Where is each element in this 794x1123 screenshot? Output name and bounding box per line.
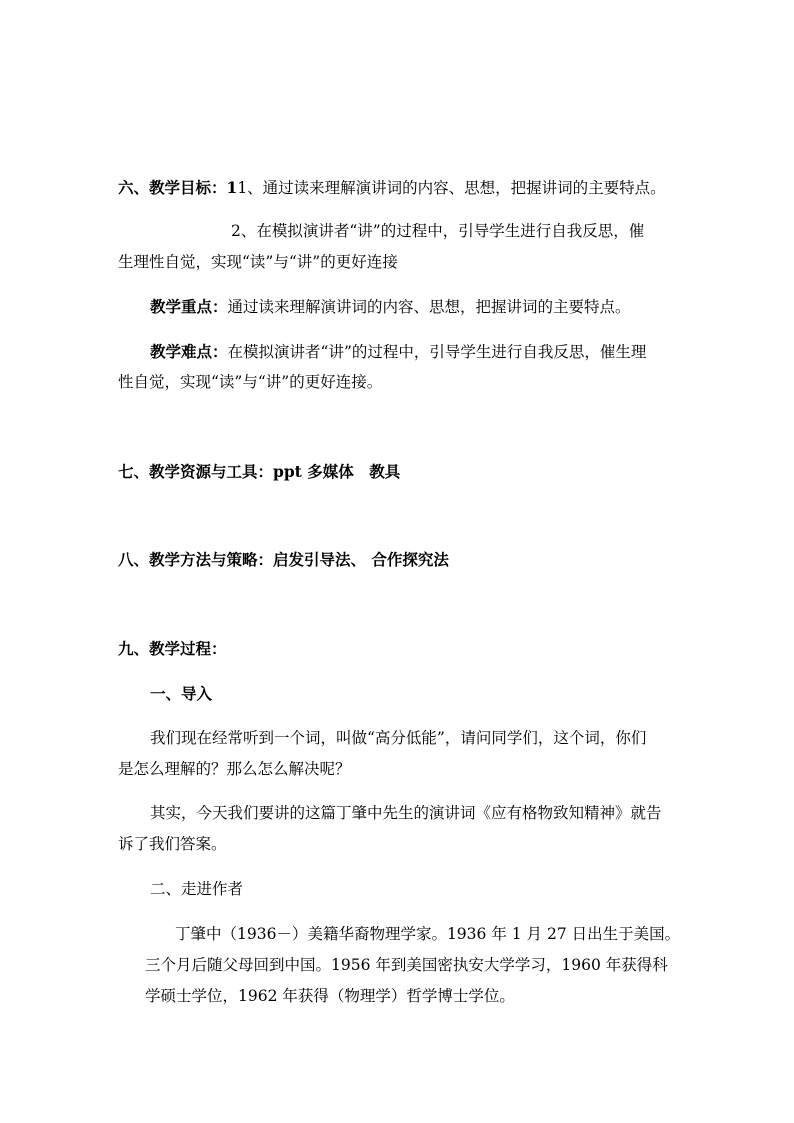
author-line-1: 丁肇中（1936－）美籍华裔物理学家。1936 年 1 月 27 日出生于美国。 [175, 925, 681, 943]
difficulty-line-1 [150, 344, 646, 361]
resources-heading: 七、教学资源与工具：ppt 多媒体 教具 [118, 462, 401, 481]
goals-item2-line2: 生理性自觉，实现“读”与“讲”的更好连接 [118, 253, 398, 271]
goals-item2-line1: 2、在模拟演讲者“讲”的过程中，引导学生进行自我反思，催 [231, 222, 645, 240]
difficulty-line-2: 性自觉，实现“读”与“讲”的更好连接。 [118, 373, 383, 391]
author-line-3: 学硕士学位，1962 年获得（物理学）哲学博士学位。 [145, 987, 515, 1005]
intro-line-2: 是怎么理解的？那么怎么解决呢？ [118, 760, 351, 778]
key-point-text: 通过读来理解演讲词的内容、思想，把握讲词的主要特点。 [227, 298, 631, 316]
goals-item1-text: 1、通过读来理解演讲词的内容、思想，把握讲词的主要特点。 [237, 179, 666, 197]
difficulty-text-1: 在模拟演讲者“讲”的过程中，引导学生进行自我反思，催生理 [227, 343, 647, 361]
intro2-line-1: 其实，今天我们要讲的这篇丁肇中先生的演讲词《应有格物致知精神》就告 [150, 804, 662, 822]
intro2-line-2: 诉了我们答案。 [118, 835, 227, 853]
goals-item1-number: 1 [226, 178, 238, 197]
intro-line-1: 我们现在经常听到一个词，叫做“高分低能”，请问同学们，这个词，你们 [150, 729, 647, 747]
author-line-2: 三个月后随父母回到中国。1956 年到美国密执安大学学习，1960 年获得科 [145, 956, 668, 974]
goals-line-1 [118, 180, 666, 197]
key-point-label: 教学重点： [150, 297, 228, 316]
author-heading: 二、走进作者 [150, 880, 244, 898]
process-heading: 九、教学过程： [118, 639, 227, 658]
key-point [150, 299, 631, 316]
goals-heading: 六、教学目标： [118, 178, 227, 197]
difficulty-label: 教学难点： [150, 342, 228, 361]
intro-heading: 一、导入 [150, 684, 213, 703]
methods-heading: 八、教学方法与策略：启发引导法、 合作探究法 [118, 550, 449, 569]
